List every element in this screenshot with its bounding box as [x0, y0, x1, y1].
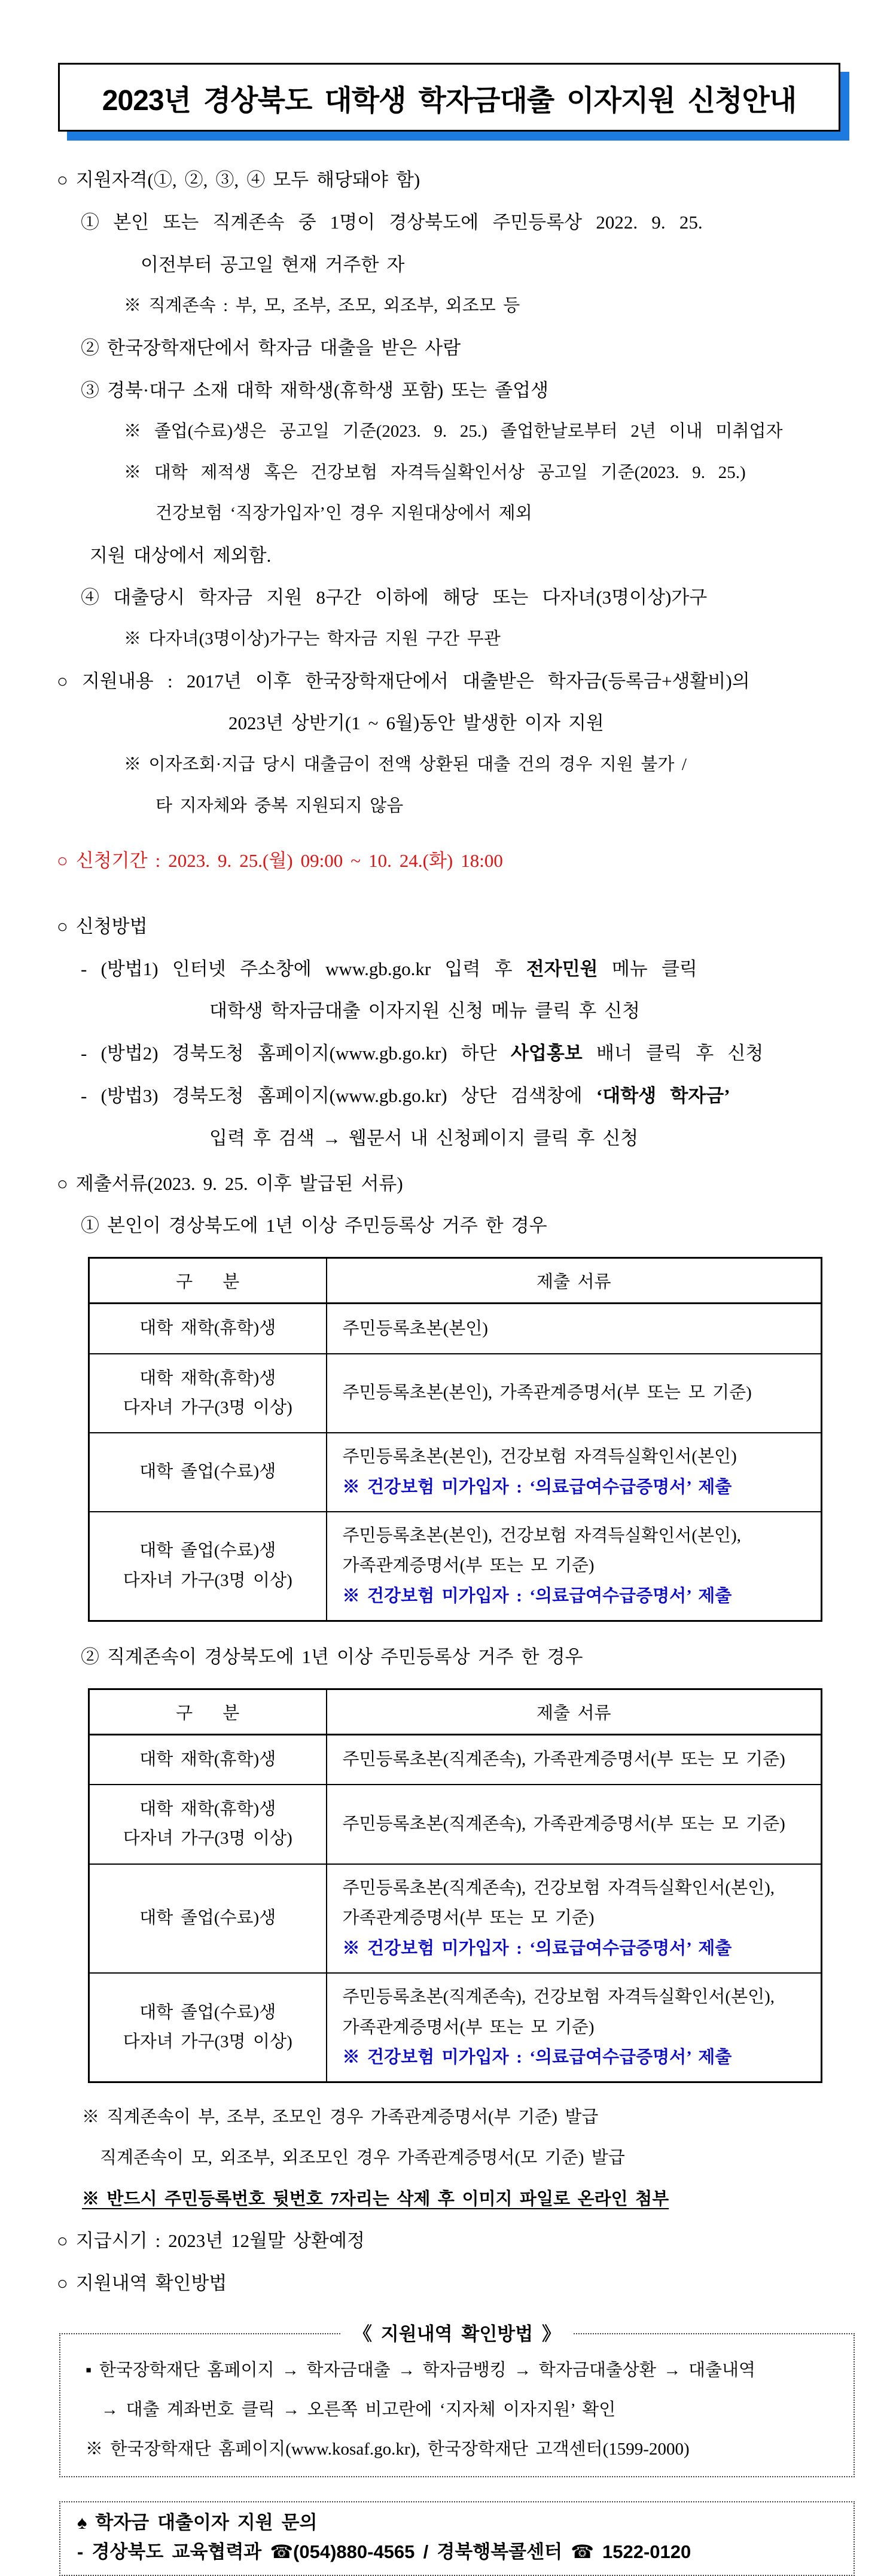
table-row [89, 1734, 822, 1785]
method-2-line: - (방법2) 경북도청 홈페이지(www.gb.go.kr) 하단 사업홍보 배너 클릭 후 신청 [81, 1043, 764, 1064]
insurance-note: ※ 건강보험 미가입자 : ‘의료급여수급증명서’ 제출 [342, 1587, 732, 1606]
category-cell: 대학 재학(휴학)생 다자녀 가구(3명 이상) [89, 1785, 327, 1864]
docs-cell: 주민등록초본(본인), 건강보험 자격득실확인서(본인), 가족관계증명서(부 또는 모 기준) ※ 건강보험 미가입자 : ‘의료급여수급증명서’ 제출 [327, 1512, 822, 1621]
table-header-row [89, 1689, 822, 1734]
payment-heading: ○ 지급시기 : 2023년 12월말 상환예정 [57, 2230, 365, 2252]
method-1-line-2: 대학생 학자금대출 이자지원 신청 메뉴 클릭 후 신청 [209, 1000, 641, 1022]
documents-note-1b: 직계존속이 모, 외조부, 외조모인 경우 가족관계증명서(모 기준) 발급 [100, 2148, 625, 2168]
documents-heading: ○ 제출서류(2023. 9. 25. 이후 발급된 서류) [57, 1173, 403, 1194]
qualification-item-1: ① 본인 또는 직계존속 중 1명이 경상북도에 주민등록상 2022. 9. 25. [81, 211, 703, 233]
category-cell: 대학 졸업(수료)생 다자녀 가구(3명 이상) [89, 1973, 327, 2082]
check-step-2: → 대출 계좌번호 클릭 → 오른쪽 비고란에 ‘지자체 이자지원’ 확인 [101, 2400, 616, 2420]
submission-table-case1 [88, 1257, 822, 1622]
content-heading: ○ 지원내용 : 2017년 이후 한국장학재단에서 대출받은 학자금(등록금+생활비)의 [57, 670, 750, 692]
category-cell: 대학 재학(휴학)생 다자녀 가구(3명 이상) [89, 1354, 327, 1433]
spade-icon: ♠ [77, 2511, 87, 2533]
category-cell: 대학 재학(휴학)생 [89, 1304, 327, 1354]
insurance-note: ※ 건강보험 미가입자 : ‘의료급여수급증명서’ 제출 [342, 1939, 732, 1959]
table-row [89, 1354, 822, 1433]
qualification-item-3-note-2-cont: 건강보험 ‘직장가입자’인 경우 지원대상에서 제외 [156, 504, 532, 523]
category-cell: 대학 재학(휴학)생 [89, 1734, 327, 1785]
contact-title-line: ♠ 학자금 대출이자 지원 문의 [77, 2510, 839, 2537]
documents-case-1: ① 본인이 경상북도에 1년 이상 주민등록상 거주 한 경우 [81, 1215, 547, 1237]
check-note: ※ 한국장학재단 홈페이지(www.kosaf.go.kr), 한국장학재단 고객센터(1599-2000) [86, 2440, 690, 2459]
column-header-category: 구 분 [89, 1689, 327, 1734]
table-header-row [89, 1258, 822, 1304]
method-heading: ○ 신청방법 [57, 915, 148, 937]
qualification-item-3: ③ 경북·대구 소재 대학 재학생(휴학생 포함) 또는 졸업생 [81, 379, 549, 401]
page-title: 2023년 경상북도 대학생 학자금대출 이자지원 신청안내 [102, 85, 797, 117]
method-3-line-1: - (방법3) 경북도청 홈페이지(www.gb.go.kr) 상단 검색창에 ‘대학생 학자금’ [81, 1085, 730, 1106]
check-box-title: 《 지원내역 확인방법 》 [340, 2319, 574, 2346]
submission-table-case2 [88, 1688, 822, 2083]
documents-case-2: ② 직계존속이 경상북도에 1년 이상 주민등록상 거주 한 경우 [81, 1646, 583, 1667]
qualification-item-1-note: ※ 직계존속 : 부, 모, 조부, 조모, 외조부, 외조모 등 [124, 296, 520, 316]
docs-cell: 주민등록초본(직계존속), 건강보험 자격득실확인서(본인), 가족관계증명서(부 또는 모 기준) ※ 건강보험 미가입자 : ‘의료급여수급증명서’ 제출 [327, 1864, 822, 1973]
qualification-item-3-note-2: ※ 대학 제적생 혹은 건강보험 자격득실확인서상 공고일 기준(2023. 9. 25.) [124, 462, 746, 482]
emphasis-menu-label: 전자민원 [526, 958, 598, 979]
table-row [89, 1433, 822, 1512]
category-cell: 대학 졸업(수료)생 [89, 1864, 327, 1973]
documents-note-1a: ※ 직계존속이 부, 조부, 조모인 경우 가족관계증명서(부 기준) 발급 [82, 2108, 599, 2127]
docs-cell: 주민등록초본(직계존속), 건강보험 자격득실확인서(본인), 가족관계증명서(부 또는 모 기준) ※ 건강보험 미가입자 : ‘의료급여수급증명서’ 제출 [327, 1973, 822, 2082]
category-cell: 대학 졸업(수료)생 [89, 1433, 327, 1512]
column-header-documents: 제출 서류 [327, 1258, 822, 1304]
docs-cell: 주민등록초본(직계존속), 가족관계증명서(부 또는 모 기준) [327, 1785, 822, 1864]
application-period: ○ 신청기간 : 2023. 9. 25.(월) 09:00 ~ 10. 24.(화) 18:00 [57, 849, 503, 871]
column-header-documents: 제출 서류 [327, 1689, 822, 1734]
contact-box [59, 2501, 855, 2576]
table-row [89, 1785, 822, 1864]
contact-phone-line: - 경상북도 교육협력과 ☎(054)880-4565 / 경북행복콜센터 ☎ 1522-0120 [77, 2541, 691, 2562]
qualification-item-3-cont: 지원 대상에서 제외함. [90, 544, 272, 566]
qualification-heading: ○ 지원자격(①, ②, ③, ④ 모두 해당돼야 함) [57, 169, 420, 190]
docs-cell: 주민등록초본(본인), 가족관계증명서(부 또는 모 기준) [327, 1354, 822, 1433]
insurance-note: ※ 건강보험 미가입자 : ‘의료급여수급증명서’ 제출 [342, 2048, 732, 2068]
method-3-line-2: 입력 후 검색 → 웹문서 내 신청페이지 클릭 후 신청 [209, 1127, 639, 1149]
check-step-1: ▪ 한국장학재단 홈페이지 → 학자금대출 → 학자금뱅킹 → 학자금대출상환 → 대출내역 [86, 2359, 836, 2381]
content-note-2: 타 지자체와 중복 지원되지 않음 [156, 796, 404, 815]
qualification-item-4-note: ※ 다자녀(3명이상)가구는 학자금 지원 구간 무관 [124, 629, 501, 649]
table-row [89, 1304, 822, 1354]
category-cell: 대학 졸업(수료)생 다자녀 가구(3명 이상) [89, 1512, 327, 1621]
square-bullet-icon: ▪ [86, 2360, 92, 2380]
documents-note-2: ※ 반드시 주민등록번호 뒷번호 7자리는 삭제 후 이미지 파일로 온라인 첨부 [82, 2189, 669, 2209]
docs-cell: 주민등록초본(본인), 건강보험 자격득실확인서(본인) ※ 건강보험 미가입자 : ‘의료급여수급증명서’ 제출 [327, 1433, 822, 1512]
check-method-box [59, 2323, 855, 2477]
check-heading: ○ 지원내역 확인방법 [57, 2273, 227, 2294]
qualification-item-1-cont: 이전부터 공고일 현재 거주한 자 [141, 254, 405, 275]
emphasis-search-keyword: ‘대학생 학자금’ [596, 1085, 730, 1106]
qualification-item-2: ② 한국장학재단에서 학자금 대출을 받은 사람 [81, 337, 461, 358]
column-header-category: 구 분 [89, 1258, 327, 1304]
method-1-line-1: - (방법1) 인터넷 주소창에 www.gb.go.kr 입력 후 전자민원 메뉴 클릭 [81, 958, 697, 979]
docs-cell: 주민등록초본(본인) [327, 1304, 822, 1354]
content-note-1: ※ 이자조회·지급 당시 대출금이 전액 상환된 대출 건의 경우 지원 불가 / [124, 755, 687, 775]
content-line-2: 2023년 상반기(1 ~ 6월)동안 발생한 이자 지원 [228, 712, 604, 734]
docs-cell: 주민등록초본(직계존속), 가족관계증명서(부 또는 모 기준) [327, 1734, 822, 1785]
table-row [89, 1864, 822, 1973]
table-row [89, 1512, 822, 1621]
qualification-item-3-note-1: ※ 졸업(수료)생은 공고일 기준(2023. 9. 25.) 졸업한날로부터 2년 이내 미취업자 [124, 422, 783, 441]
emphasis-banner-label: 사업홍보 [510, 1043, 583, 1064]
insurance-note: ※ 건강보험 미가입자 : ‘의료급여수급증명서’ 제출 [342, 1477, 732, 1497]
title-banner [58, 63, 840, 132]
table-row [89, 1973, 822, 2082]
qualification-item-4: ④ 대출당시 학자금 지원 8구간 이하에 해당 또는 다자녀(3명이상)가구 [81, 587, 708, 608]
